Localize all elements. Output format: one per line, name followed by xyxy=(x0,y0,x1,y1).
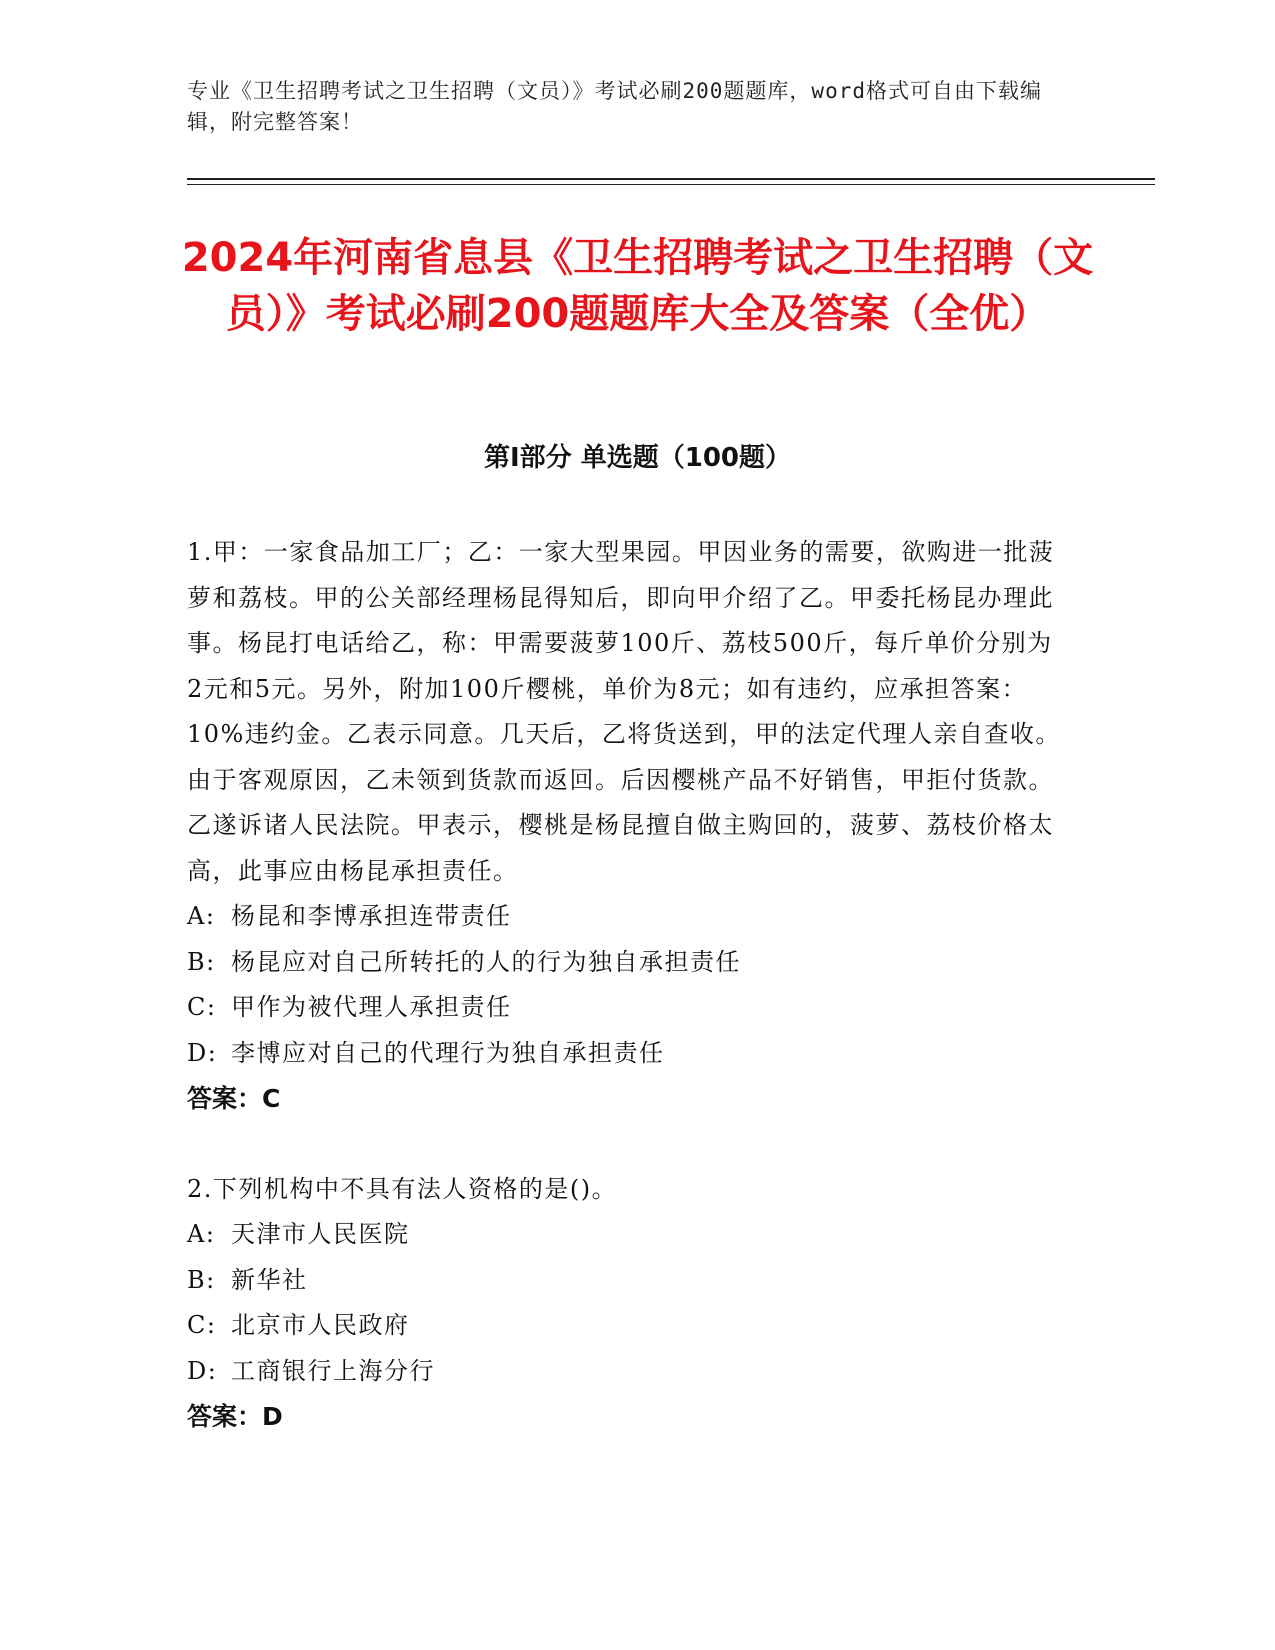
answer-prefix: 答案： xyxy=(187,1402,263,1431)
option-label: D: xyxy=(187,1038,218,1067)
header-rule-thin xyxy=(187,184,1155,185)
option-list xyxy=(187,894,1067,1076)
option-label: A: xyxy=(187,902,216,930)
option-label: C: xyxy=(187,993,217,1021)
question-stem: 2.下列机构中不具有法人资格的是()。 xyxy=(187,1174,618,1203)
option-label: D: xyxy=(187,1356,218,1385)
question-list xyxy=(187,530,1067,1485)
option-text: 北京市人民政府 xyxy=(231,1311,410,1339)
question-2 xyxy=(187,1167,1067,1440)
option-a xyxy=(187,894,1067,940)
option-label: B: xyxy=(187,947,216,976)
option-list xyxy=(187,1212,1067,1394)
answer-value: D xyxy=(262,1402,283,1431)
option-b xyxy=(187,1258,1067,1304)
document-title: 2024年河南省息县《卫生招聘考试之卫生招聘（文员）》考试必刷200题题库大全及答案（全优） xyxy=(181,235,1094,337)
option-a xyxy=(187,1212,1067,1258)
option-c xyxy=(187,985,1067,1031)
header-note: 专业《卫生招聘考试之卫生招聘（文员）》考试必刷200题题库，word格式可自由下载编辑，附完整答案！ xyxy=(187,79,1042,134)
question-stem: 1.甲：一家食品加工厂；乙：一家大型果园。甲因业务的需要，欲购进一批菠萝和荔枝。甲的公关部经理杨昆得知后，即向甲介绍了乙。甲委托杨昆办理此事。杨昆打电话给乙，称：甲需要菠萝100斤、荔枝500斤，每斤单价分别为2元和5元。另外，附加100斤樱桃，单价为8元；如有违约，应承担答案：10%违约金。乙表示同意。几天后，乙将货送到，甲的法定代理人亲自查收。由于客观原因，乙未领到货款而返回。后因樱桃产品不好销售，甲拒付货款。乙遂诉诸人民法院。甲表示，樱桃是杨昆擅自做主购回的，菠萝、荔枝价格太高，此事应由杨昆承担责任。 xyxy=(187,538,1061,885)
option-text: 杨昆应对自己所转托的人的行为独自承担责任 xyxy=(231,947,741,976)
answer-line xyxy=(187,1076,1067,1122)
section-title: 第Ⅰ部分 单选题（100题） xyxy=(484,443,791,473)
answer-value: C xyxy=(262,1084,281,1113)
option-text: 天津市人民医院 xyxy=(231,1220,410,1248)
question-1 xyxy=(187,530,1067,1122)
option-d xyxy=(187,1031,1067,1077)
answer-line xyxy=(187,1394,1067,1440)
option-text: 杨昆和李博承担连带责任 xyxy=(231,902,512,930)
option-b xyxy=(187,940,1067,986)
option-label: B: xyxy=(187,1265,216,1294)
option-c xyxy=(187,1303,1067,1349)
option-d xyxy=(187,1349,1067,1395)
option-text: 新华社 xyxy=(231,1265,308,1294)
option-label: A: xyxy=(187,1220,216,1248)
option-text: 工商银行上海分行 xyxy=(231,1356,435,1385)
header-rule-thick xyxy=(187,178,1155,180)
option-text: 李博应对自己的代理行为独自承担责任 xyxy=(231,1038,665,1067)
option-text: 甲作为被代理人承担责任 xyxy=(231,993,512,1021)
answer-prefix: 答案： xyxy=(187,1084,263,1113)
option-label: C: xyxy=(187,1311,217,1339)
